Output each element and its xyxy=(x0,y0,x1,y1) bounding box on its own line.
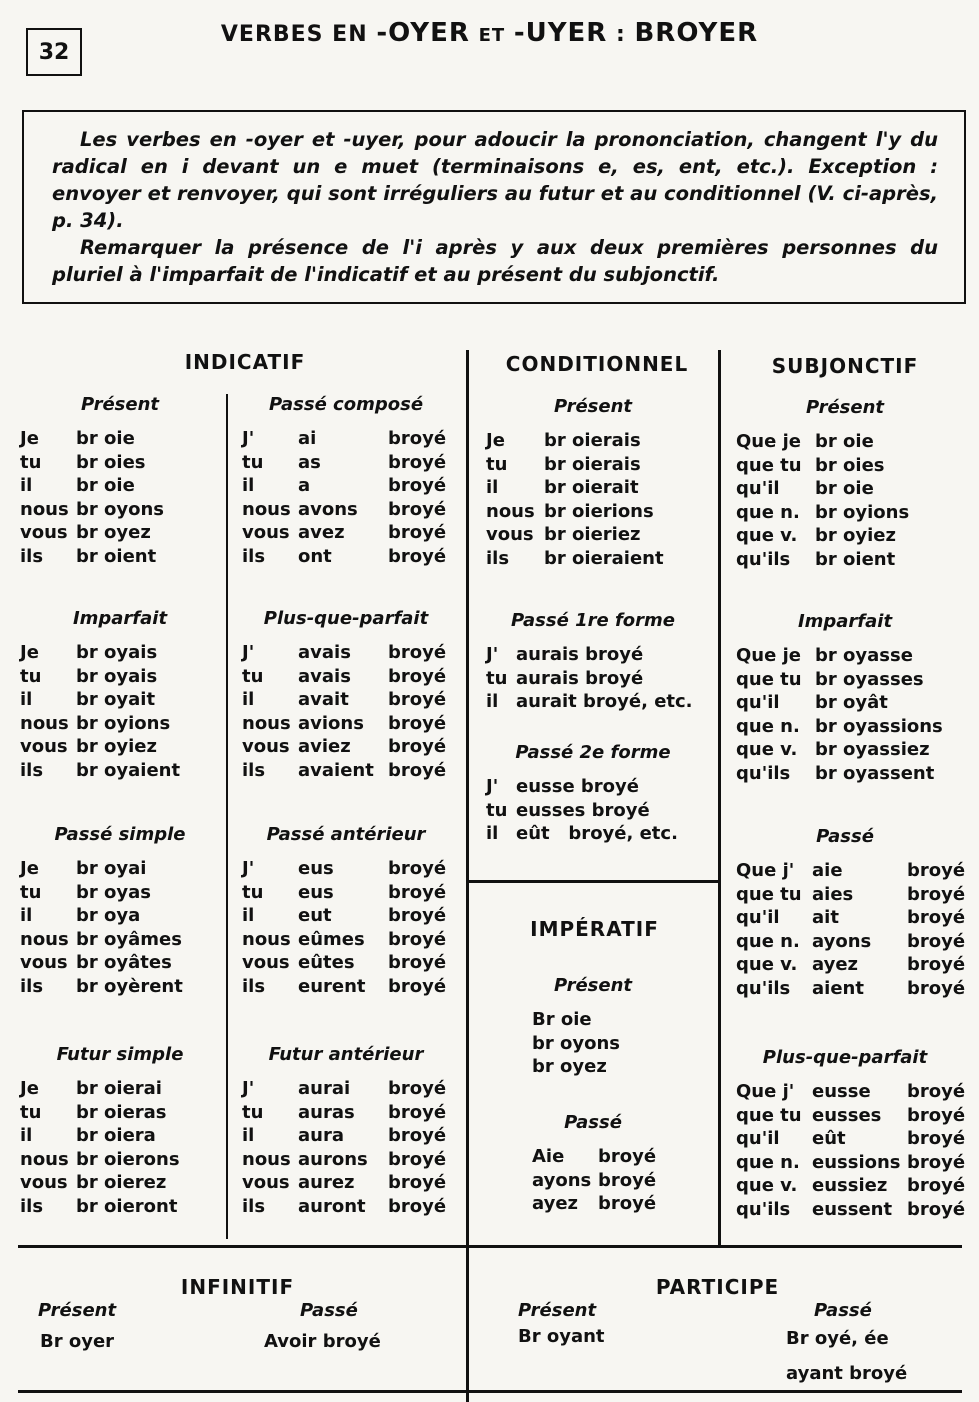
verb-form: aient xyxy=(812,977,864,999)
verb-form: broyé xyxy=(907,1128,966,1149)
verb-form: br oyais xyxy=(76,665,158,687)
verb-form: br oient xyxy=(815,548,896,570)
verb-form: br oies xyxy=(76,451,146,473)
verb-form: broyé xyxy=(388,712,447,734)
verb-form: eusses broyé xyxy=(516,799,650,821)
pronoun: que v. xyxy=(736,739,798,760)
pronoun: que tu xyxy=(736,1104,802,1126)
pronoun: qu'ils xyxy=(736,1198,791,1220)
pronoun: ils xyxy=(20,1195,44,1217)
pronoun: Que je xyxy=(736,645,801,666)
verb-form: aura xyxy=(298,1125,344,1146)
verb-form: br oierai xyxy=(76,1078,162,1099)
verb-form: eût broyé, etc. xyxy=(516,823,678,844)
imperatif-separator xyxy=(466,880,721,883)
pronoun: il xyxy=(20,689,33,710)
verb-form: broyé xyxy=(388,1148,447,1170)
infinitif-present-label: Présent xyxy=(38,1300,117,1321)
pronoun: qu'il xyxy=(736,1128,780,1149)
verb-form: avions xyxy=(298,712,364,734)
pronoun: nous xyxy=(242,712,291,734)
verb-form: br oyait xyxy=(76,689,156,710)
pronoun: il xyxy=(20,1125,33,1146)
verb-form: broyé xyxy=(388,689,447,710)
verb-form: aurai xyxy=(298,1078,351,1099)
pronoun: vous xyxy=(20,522,68,543)
verb-form: br oient xyxy=(76,545,157,567)
pronoun: vous xyxy=(486,524,534,545)
title-et: ET xyxy=(478,25,506,46)
pronoun: tu xyxy=(242,881,264,903)
verb-form: br oierez xyxy=(76,1172,167,1193)
verb-form: broyé xyxy=(598,1169,657,1191)
pronoun: J' xyxy=(242,858,255,879)
rule-paragraph-1: Les verbes en -oyer et -uyer, pour adoucir la prononciation, changent l'y du radical en i devant un e muet (terminaisons e, es, ent, etc.). Exception : envoyer et renvoyer, qui sont irréguliers au futur et au conditionnel (V. ci-après, p. 34). xyxy=(52,128,938,232)
pronoun: tu xyxy=(20,665,42,687)
pronoun: tu xyxy=(486,453,508,475)
pronoun: nous xyxy=(242,498,291,520)
verb-form: aurais broyé xyxy=(516,667,644,689)
pronoun: Je xyxy=(486,430,505,451)
indicatif-heading: INDICATIF xyxy=(184,350,306,374)
pronoun: ils xyxy=(242,975,266,997)
pronoun: nous xyxy=(486,500,535,522)
page-title xyxy=(0,18,979,48)
verb-form: br oyons xyxy=(76,498,165,520)
tense-title: Futur antérieur xyxy=(268,1044,424,1065)
verb-form: broyé xyxy=(907,1081,966,1102)
verb-form: broyé xyxy=(388,1125,447,1146)
verb-form: br oyais xyxy=(76,642,158,663)
verb-form: broyé xyxy=(388,975,447,997)
verb-form: broyé xyxy=(388,665,447,687)
verb-form: as xyxy=(298,451,321,473)
participe-heading: PARTICIPE xyxy=(655,1275,780,1299)
pronoun: ils xyxy=(486,547,510,569)
pronoun: nous xyxy=(242,1148,291,1170)
participe-present: Br oyant xyxy=(518,1326,605,1347)
verb-form: eûmes xyxy=(298,928,365,950)
title-prefix: VERBES EN xyxy=(220,22,368,47)
tense-title: Passé xyxy=(816,826,874,847)
verb-form: broyé xyxy=(907,860,966,881)
verb-form: broyé xyxy=(388,545,447,567)
verb-form: aurais broyé xyxy=(516,644,644,665)
verb-form: eut xyxy=(298,905,332,926)
verb-form: br oyât xyxy=(815,692,888,713)
tense-title: Imparfait xyxy=(797,611,893,632)
pronoun: tu xyxy=(486,799,508,821)
pronoun: vous xyxy=(242,736,290,757)
verb-form: br oie xyxy=(76,428,135,449)
pronoun: J' xyxy=(486,776,499,797)
subjonctif-heading: SUBJONCTIF xyxy=(771,354,919,378)
pronoun: Que je xyxy=(736,431,801,452)
verb-form: br oyiez xyxy=(76,736,157,757)
verb-form: br oyaient xyxy=(76,759,181,781)
verb-form: broyé xyxy=(388,522,447,543)
verb-form: eusse broyé xyxy=(516,776,639,797)
pronoun: qu'ils xyxy=(736,977,791,999)
verb-form: br oyâtes xyxy=(76,952,172,973)
verb-form: broyé xyxy=(388,858,447,879)
verb-form: eurent xyxy=(298,975,366,997)
verb-form: avaient xyxy=(298,759,374,781)
verb-form: eusses xyxy=(812,1104,882,1126)
verb-form: broyé xyxy=(388,451,447,473)
verb-form: avons xyxy=(298,498,358,520)
tense-title: Plus-que-parfait xyxy=(263,608,429,629)
indicatif-inner-divider xyxy=(226,394,228,1239)
pronoun: qu'ils xyxy=(736,762,791,784)
verb-form: broyé xyxy=(388,1101,447,1123)
verb-form: br oyez xyxy=(76,522,151,543)
verb-form: aies xyxy=(812,883,854,905)
infinitif-passe: Avoir broyé xyxy=(264,1331,381,1352)
tense-title: Plus-que-parfait xyxy=(762,1047,928,1068)
verb-form: br oyassiez xyxy=(815,739,930,760)
pronoun: tu xyxy=(242,451,264,473)
participe-present-label: Présent xyxy=(518,1300,597,1321)
verb-form: aurons xyxy=(298,1148,368,1170)
verb-form: broyé xyxy=(388,905,447,926)
verb-form: br oieraient xyxy=(544,547,664,569)
verb-form: broyé xyxy=(907,1104,966,1126)
tense-title: Passé xyxy=(564,1112,622,1133)
page-bottom-rule xyxy=(18,1390,962,1393)
pronoun: ils xyxy=(20,545,44,567)
pronoun: qu'il xyxy=(736,907,780,928)
pronoun: ils xyxy=(242,1195,266,1217)
verb-form: broyé xyxy=(907,1175,966,1196)
pronoun: il xyxy=(20,475,33,496)
pronoun: Aie xyxy=(532,1146,565,1167)
pronoun: br oyez xyxy=(532,1056,607,1077)
verb-form: avait xyxy=(298,689,349,710)
pronoun: tu xyxy=(242,1101,264,1123)
pronoun: J' xyxy=(242,1078,255,1099)
verb-form: avez xyxy=(298,522,345,543)
tense-title: Passé antérieur xyxy=(266,824,426,845)
verb-form: ont xyxy=(298,545,332,567)
verb-form: broyé xyxy=(388,428,447,449)
verb-form: broyé xyxy=(907,883,966,905)
tense-title: Futur simple xyxy=(56,1044,184,1065)
pronoun: Je xyxy=(20,642,39,663)
pronoun: Que j' xyxy=(736,860,795,881)
pronoun: vous xyxy=(242,522,290,543)
tense-title: Passé 2e forme xyxy=(515,742,671,763)
verb-form: broyé xyxy=(907,954,966,975)
verb-form: broyé xyxy=(907,930,966,952)
pronoun: ils xyxy=(242,545,266,567)
verb-form: broyé xyxy=(388,498,447,520)
verb-form: aurait broyé, etc. xyxy=(516,691,693,712)
pronoun: ils xyxy=(20,975,44,997)
tense-title: Imparfait xyxy=(72,608,168,629)
verb-form: broyé xyxy=(598,1146,657,1167)
verb-form: eûtes xyxy=(298,952,355,973)
pronoun: nous xyxy=(20,712,69,734)
verb-form: br oie xyxy=(815,431,874,452)
pronoun: que v. xyxy=(736,1175,798,1196)
pronoun: Je xyxy=(20,428,39,449)
pronoun: qu'il xyxy=(736,478,780,499)
verb-form: br oie xyxy=(76,475,135,496)
verb-form: aviez xyxy=(298,736,351,757)
tense-title: Passé 1re forme xyxy=(510,610,675,631)
pronoun: tu xyxy=(20,881,42,903)
pronoun: nous xyxy=(20,928,69,950)
verb-form: a xyxy=(298,475,311,496)
verb-form: br oyions xyxy=(815,501,910,523)
pronoun: ayez xyxy=(532,1193,579,1214)
imperatif-heading: IMPÉRATIF xyxy=(530,917,659,941)
title-verb: BROYER xyxy=(634,18,759,48)
verb-form: auront xyxy=(298,1195,366,1217)
verb-form: br oieront xyxy=(76,1195,178,1217)
verb-form: eus xyxy=(298,858,334,879)
verb-form: br oieras xyxy=(76,1101,167,1123)
pronoun: J' xyxy=(486,644,499,665)
verb-form: broyé xyxy=(598,1193,657,1214)
bottom-separator xyxy=(18,1245,962,1248)
pronoun: il xyxy=(486,477,499,498)
verb-form: br oierait xyxy=(544,477,639,498)
infinitif-passe-label: Passé xyxy=(300,1300,358,1321)
verb-form: br oieriez xyxy=(544,524,641,545)
verb-form: br oyai xyxy=(76,858,147,879)
pronoun: tu xyxy=(486,667,508,689)
verb-form: br oies xyxy=(815,454,885,476)
column-divider-2 xyxy=(718,350,721,1246)
verb-form: broyé xyxy=(907,1151,966,1173)
title-uyer: -UYER xyxy=(513,18,608,48)
rule-paragraph-2: Remarquer la présence de l'i après y aux deux premières personnes du pluriel à l'imparfait de l'indicatif et au présent du subjonctif. xyxy=(52,236,938,286)
verb-form: br oierons xyxy=(76,1148,180,1170)
verb-form: eût xyxy=(812,1128,846,1149)
tense-title: Présent xyxy=(553,975,633,996)
pronoun: vous xyxy=(20,952,68,973)
tense-title: Présent xyxy=(553,396,633,417)
tense-title: Passé composé xyxy=(268,394,424,415)
pronoun: que tu xyxy=(736,454,802,476)
verb-form: br oyiez xyxy=(815,525,896,546)
pronoun: tu xyxy=(242,665,264,687)
pronoun: que n. xyxy=(736,1151,800,1173)
pronoun: il xyxy=(242,689,255,710)
tense-title: Passé simple xyxy=(54,824,186,845)
pronoun: vous xyxy=(20,1172,68,1193)
verb-form: broyé xyxy=(388,1078,447,1099)
verb-form: broyé xyxy=(388,952,447,973)
verb-form: br oiera xyxy=(76,1125,156,1146)
pronoun: il xyxy=(242,905,255,926)
pronoun: br oyons xyxy=(532,1032,621,1054)
infinitif-heading: INFINITIF xyxy=(180,1275,295,1299)
rule-box xyxy=(22,110,966,304)
verb-form: broyé xyxy=(388,642,447,663)
verb-form: br oie xyxy=(815,478,874,499)
tense-title: Présent xyxy=(80,394,160,415)
conditionnel-heading: CONDITIONNEL xyxy=(505,352,689,376)
participe-passe: Br oyé, ée xyxy=(786,1328,889,1349)
pronoun: Je xyxy=(20,858,39,879)
pronoun: que tu xyxy=(736,883,802,905)
verb-form: broyé xyxy=(907,1198,966,1220)
verb-form: br oyions xyxy=(76,712,171,734)
pronoun: que v. xyxy=(736,954,798,975)
pronoun: tu xyxy=(20,451,42,473)
pronoun: que v. xyxy=(736,525,798,546)
verb-form: br oyasses xyxy=(815,668,924,690)
pronoun: ils xyxy=(242,759,266,781)
verb-form: br oyas xyxy=(76,881,151,903)
pronoun: vous xyxy=(242,1172,290,1193)
verb-form: avais xyxy=(298,642,351,663)
verb-form: aurez xyxy=(298,1172,355,1193)
verb-form: br oierais xyxy=(544,430,641,451)
pronoun: vous xyxy=(20,736,68,757)
verb-form: auras xyxy=(298,1101,355,1123)
verb-form: broyé xyxy=(388,736,447,757)
pronoun: il xyxy=(486,691,499,712)
pronoun: nous xyxy=(20,1148,69,1170)
pronoun: tu xyxy=(20,1101,42,1123)
verb-form: ayons xyxy=(812,930,872,952)
pronoun: que n. xyxy=(736,930,800,952)
verb-form: eussent xyxy=(812,1198,893,1220)
pronoun: nous xyxy=(20,498,69,520)
verb-form: broyé xyxy=(907,907,966,928)
pronoun: vous xyxy=(242,952,290,973)
pronoun: ayons xyxy=(532,1169,592,1191)
verb-form: ait xyxy=(812,907,839,928)
verb-form: broyé xyxy=(388,475,447,496)
pronoun: ils xyxy=(20,759,44,781)
infinitif-present: Br oyer xyxy=(40,1331,115,1352)
pronoun: il xyxy=(486,823,499,844)
pronoun: Br oie xyxy=(532,1009,592,1030)
verb-form: ayez xyxy=(812,954,859,975)
pronoun: il xyxy=(20,905,33,926)
page-number: 32 xyxy=(26,28,82,76)
verb-form: br oyâmes xyxy=(76,928,182,950)
pronoun: J' xyxy=(242,428,255,449)
pronoun: Que j' xyxy=(736,1081,795,1102)
verb-form: aie xyxy=(812,860,843,881)
verb-form: br oyassions xyxy=(815,715,943,737)
verb-form: ai xyxy=(298,428,317,449)
verb-form: broyé xyxy=(388,1195,447,1217)
verb-form: br oyèrent xyxy=(76,975,183,997)
verb-form: eussions xyxy=(812,1151,901,1173)
verb-form: eusse xyxy=(812,1081,871,1102)
participe-passe-compose: ayant broyé xyxy=(786,1363,908,1384)
pronoun: que tu xyxy=(736,668,802,690)
pronoun: il xyxy=(242,1125,255,1146)
verb-form: broyé xyxy=(388,759,447,781)
pronoun: que n. xyxy=(736,501,800,523)
pronoun: qu'ils xyxy=(736,548,791,570)
verb-form: br oyasse xyxy=(815,645,913,666)
verb-form: br oierais xyxy=(544,453,641,475)
verb-form: eussiez xyxy=(812,1175,888,1196)
verb-form: broyé xyxy=(388,928,447,950)
pronoun: il xyxy=(242,475,255,496)
verb-form: br oyassent xyxy=(815,762,935,784)
verb-form: eus xyxy=(298,881,334,903)
title-oyer: -OYER xyxy=(376,18,470,48)
verb-form: avais xyxy=(298,665,351,687)
pronoun: qu'il xyxy=(736,692,780,713)
tense-title: Présent xyxy=(805,397,885,418)
participe-passe-label: Passé xyxy=(814,1300,872,1321)
verb-form: broyé xyxy=(388,1172,447,1193)
verb-form: br oierions xyxy=(544,500,654,522)
pronoun: J' xyxy=(242,642,255,663)
verb-form: br oya xyxy=(76,905,141,926)
verb-form: broyé xyxy=(907,977,966,999)
title-colon: : xyxy=(616,22,626,47)
pronoun: nous xyxy=(242,928,291,950)
pronoun: Je xyxy=(20,1078,39,1099)
pronoun: que n. xyxy=(736,715,800,737)
verb-form: broyé xyxy=(388,881,447,903)
